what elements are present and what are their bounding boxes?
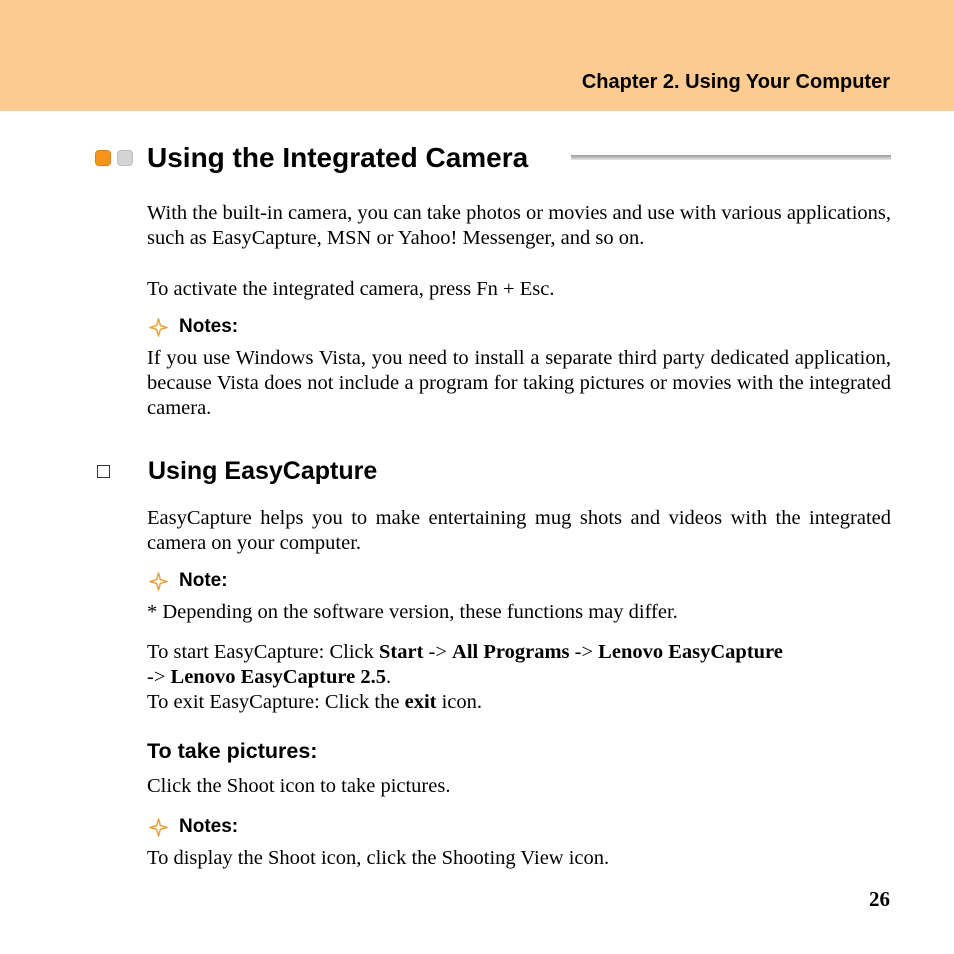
subsection-heading <box>97 456 377 486</box>
arrow-text: -> <box>147 666 171 688</box>
note-sparkle-icon <box>149 318 168 337</box>
activate-instruction: To activate the integrated camera, press Fn + Esc. <box>147 278 555 300</box>
page-number: 26 <box>869 887 890 911</box>
header-band <box>0 0 954 111</box>
section-intro: With the built-in camera, you can take photos or movies and use with various applications, such as EasyCapture, MSN or Yahoo! Messenger, and so on. <box>147 202 891 249</box>
pictures-notes-heading <box>149 815 238 839</box>
section-heading <box>95 140 891 176</box>
exit-label: exit <box>404 691 437 713</box>
lenovo-easycapture-label: Lenovo EasyCapture <box>598 641 783 663</box>
start-menu-label: Start <box>379 641 424 663</box>
pictures-notes-label: Notes: <box>179 816 239 837</box>
note-text: * Depending on the software version, these functions may differ. <box>147 601 678 623</box>
orange-dot-icon <box>95 150 111 166</box>
exit-prefix: To exit EasyCapture: Click the <box>147 691 405 713</box>
notes-label: Notes: <box>179 316 239 337</box>
arrow-text: -> <box>423 641 453 663</box>
note-sparkle-icon <box>149 818 168 837</box>
note-label: Note: <box>179 570 228 591</box>
notes-heading <box>149 315 238 339</box>
notes-text: If you use Windows Vista, you need to install a separate third party dedicated application, because Vista does not include a program for taking pictures or movies with the integrated camera. <box>147 347 891 419</box>
start-instruction <box>147 640 891 690</box>
start-prefix: To start EasyCapture: Click <box>147 641 379 663</box>
square-bullet-icon <box>97 465 110 478</box>
gray-dot-icon <box>117 150 133 166</box>
exit-suffix: icon. <box>436 691 483 713</box>
take-pictures-heading: To take pictures: <box>147 739 318 763</box>
section-title: Using the Integrated Camera <box>147 142 529 173</box>
note-heading <box>149 569 228 593</box>
period-text: . <box>385 666 392 688</box>
lenovo-easycapture-version-label: Lenovo EasyCapture 2.5 <box>170 666 386 688</box>
title-rule <box>571 155 891 160</box>
arrow-text: -> <box>569 641 599 663</box>
take-pictures-text: Click the Shoot icon to take pictures. <box>147 775 451 797</box>
chapter-title: Chapter 2. Using Your Computer <box>581 71 890 93</box>
exit-instruction <box>147 690 891 715</box>
all-programs-label: All Programs <box>452 641 570 663</box>
subsection-title: Using EasyCapture <box>148 457 378 485</box>
heading-bullet-icon <box>95 150 135 166</box>
note-sparkle-icon <box>149 572 168 591</box>
subsection-intro: EasyCapture helps you to make entertaining mug shots and videos with the integrated camera on your computer. <box>147 507 891 554</box>
pictures-notes-text: To display the Shoot icon, click the Shooting View icon. <box>147 847 610 869</box>
